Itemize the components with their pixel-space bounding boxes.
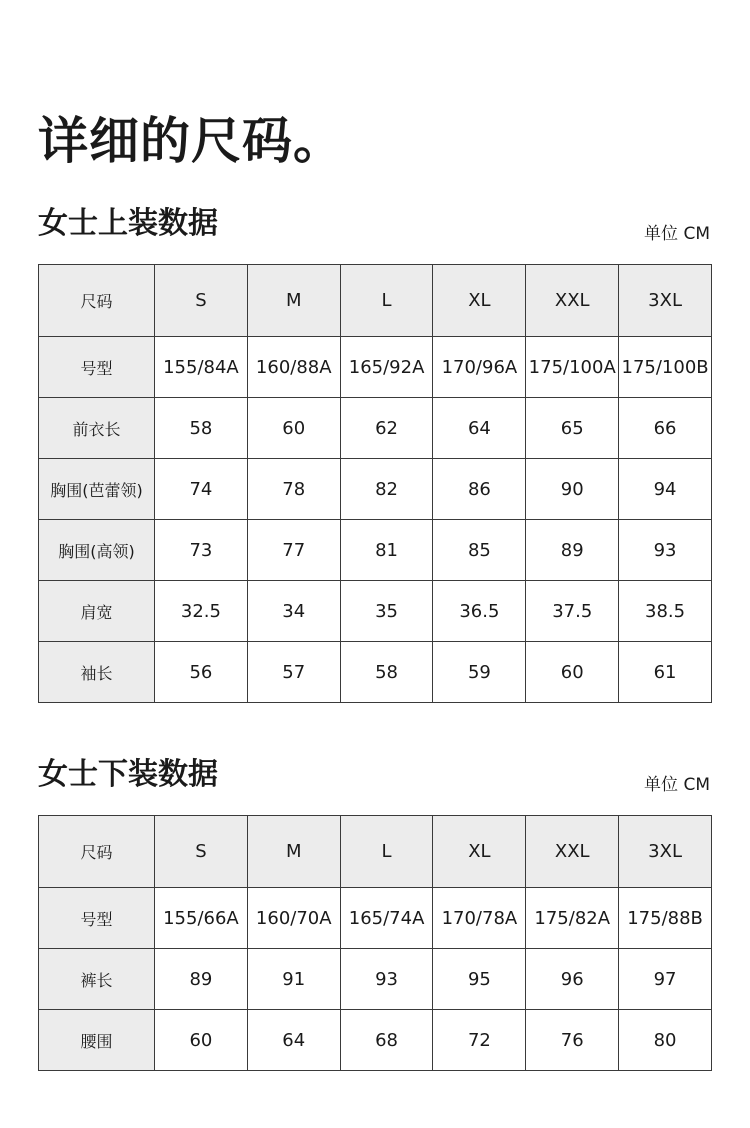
table-cell: 66	[619, 398, 712, 459]
table-cell: 155/66A	[155, 888, 248, 949]
table-cell: 96	[526, 949, 619, 1010]
table-cell: 97	[619, 949, 712, 1010]
row-label: 腰围	[39, 1010, 155, 1071]
bottoms-size-table	[38, 815, 712, 1071]
table-row	[39, 888, 712, 949]
table-cell: 56	[155, 642, 248, 703]
table-cell: 35	[340, 581, 433, 642]
table-cell: 165/74A	[340, 888, 433, 949]
table-cell: 175/100B	[619, 337, 712, 398]
row-label: 胸围(高领)	[39, 520, 155, 581]
row-label: 裤长	[39, 949, 155, 1010]
table-cell: 80	[619, 1010, 712, 1071]
table-cell: 160/88A	[247, 337, 340, 398]
size-header: S	[155, 265, 248, 337]
table-cell: 65	[526, 398, 619, 459]
row-label: 胸围(芭蕾领)	[39, 459, 155, 520]
table-cell: 68	[340, 1010, 433, 1071]
tops-size-table	[38, 264, 712, 703]
size-header: 3XL	[619, 265, 712, 337]
table-cell: 61	[619, 642, 712, 703]
table-cell: 74	[155, 459, 248, 520]
size-header: M	[247, 816, 340, 888]
table-cell: 82	[340, 459, 433, 520]
table-row	[39, 581, 712, 642]
table-cell: 86	[433, 459, 526, 520]
table-cell: 175/82A	[526, 888, 619, 949]
table-cell: 93	[619, 520, 712, 581]
bottoms-unit-label: 单位 CM	[644, 775, 710, 795]
size-header: L	[340, 265, 433, 337]
size-header: XXL	[526, 265, 619, 337]
table-cell: 95	[433, 949, 526, 1010]
table-row	[39, 642, 712, 703]
table-cell: 64	[433, 398, 526, 459]
table-cell: 93	[340, 949, 433, 1010]
size-header: XXL	[526, 816, 619, 888]
table-cell: 91	[247, 949, 340, 1010]
table-cell: 90	[526, 459, 619, 520]
table-cell: 89	[526, 520, 619, 581]
page-title: 详细的尺码。	[38, 112, 344, 170]
table-cell: 37.5	[526, 581, 619, 642]
table-cell: 64	[247, 1010, 340, 1071]
table-cell: 59	[433, 642, 526, 703]
tops-section-title: 女士上装数据	[38, 206, 218, 241]
table-cell: 81	[340, 520, 433, 581]
row-label: 肩宽	[39, 581, 155, 642]
table-cell: 58	[340, 642, 433, 703]
table-cell: 94	[619, 459, 712, 520]
size-header: S	[155, 816, 248, 888]
table-cell: 60	[247, 398, 340, 459]
table-cell: 38.5	[619, 581, 712, 642]
table-row	[39, 520, 712, 581]
table-cell: 58	[155, 398, 248, 459]
table-row	[39, 949, 712, 1010]
table-cell: 32.5	[155, 581, 248, 642]
corner-label: 尺码	[39, 816, 155, 888]
bottoms-section-title: 女士下装数据	[38, 757, 218, 792]
table-header-row	[39, 265, 712, 337]
table-cell: 160/70A	[247, 888, 340, 949]
table-cell: 36.5	[433, 581, 526, 642]
table-cell: 77	[247, 520, 340, 581]
table-cell: 78	[247, 459, 340, 520]
size-header: 3XL	[619, 816, 712, 888]
row-label: 袖长	[39, 642, 155, 703]
table-cell: 73	[155, 520, 248, 581]
size-header: L	[340, 816, 433, 888]
table-cell: 170/78A	[433, 888, 526, 949]
table-row	[39, 337, 712, 398]
row-label: 号型	[39, 337, 155, 398]
table-cell: 85	[433, 520, 526, 581]
table-row	[39, 398, 712, 459]
table-cell: 165/92A	[340, 337, 433, 398]
tops-unit-label: 单位 CM	[644, 224, 710, 244]
table-row	[39, 459, 712, 520]
table-cell: 76	[526, 1010, 619, 1071]
table-cell: 62	[340, 398, 433, 459]
table-cell: 60	[155, 1010, 248, 1071]
size-header: M	[247, 265, 340, 337]
table-cell: 60	[526, 642, 619, 703]
table-cell: 89	[155, 949, 248, 1010]
table-cell: 72	[433, 1010, 526, 1071]
table-header-row	[39, 816, 712, 888]
corner-label: 尺码	[39, 265, 155, 337]
table-row	[39, 1010, 712, 1071]
size-header: XL	[433, 816, 526, 888]
row-label: 前衣长	[39, 398, 155, 459]
table-cell: 175/88B	[619, 888, 712, 949]
table-cell: 175/100A	[526, 337, 619, 398]
table-cell: 155/84A	[155, 337, 248, 398]
table-cell: 57	[247, 642, 340, 703]
size-header: XL	[433, 265, 526, 337]
row-label: 号型	[39, 888, 155, 949]
table-cell: 170/96A	[433, 337, 526, 398]
table-cell: 34	[247, 581, 340, 642]
